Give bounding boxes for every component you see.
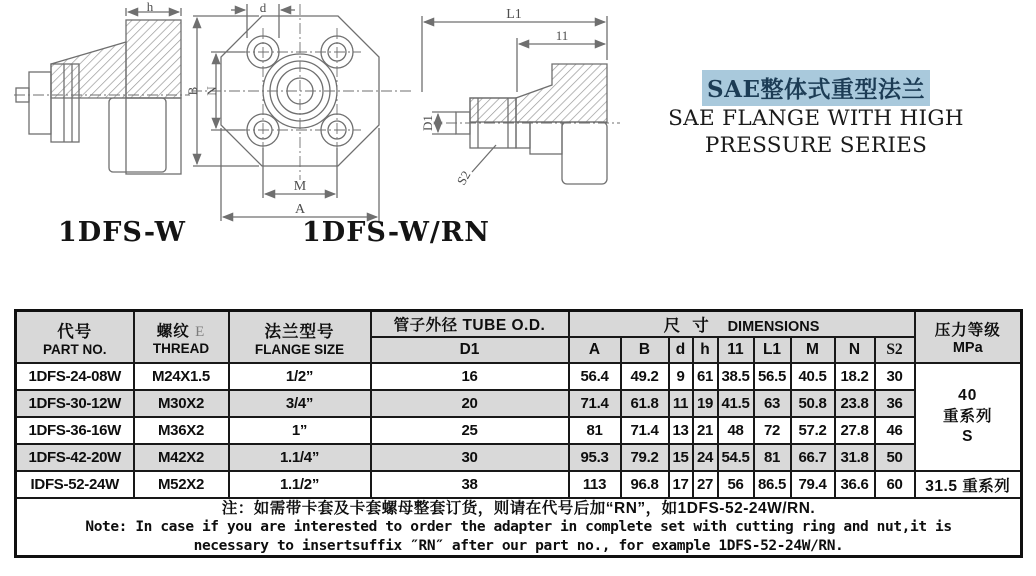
- table-cell: 9: [669, 363, 693, 390]
- col-header-part-no: [16, 311, 134, 364]
- table-cell: M42X2: [134, 444, 229, 471]
- flange-side-view-drawing: [14, 2, 196, 214]
- pressure-rating-last-cell: 31.5 重系列: [915, 471, 1022, 498]
- table-cell: 1DFS-24-08W: [16, 363, 134, 390]
- table-cell: 11: [669, 390, 693, 417]
- col-header-L1: L1: [754, 337, 791, 363]
- table-cell: 36: [875, 390, 915, 417]
- table-cell: 66.7: [791, 444, 835, 471]
- table-cell: 1.1/2”: [229, 471, 371, 498]
- dim-label-d: d: [259, 0, 267, 15]
- table-cell: 1.1/4”: [229, 444, 371, 471]
- dim-label-L1: L1: [506, 7, 522, 22]
- table-row: [16, 417, 1022, 444]
- table-cell: 60: [875, 471, 915, 498]
- col-header-tube-od: 管子外径 TUBE O.D.: [371, 311, 569, 338]
- col-header-A: A: [569, 337, 621, 363]
- table-cell: 17: [669, 471, 693, 498]
- table-cell: 48: [718, 417, 754, 444]
- note-line-english-1: Note: In case if you are interested to order the adapter in complete set with cutting ring and nut,it is: [85, 519, 952, 536]
- table-row: [16, 363, 1022, 390]
- flange-en: FLANGE SIZE: [254, 341, 345, 357]
- table-cell: 71.4: [569, 390, 621, 417]
- table-cell: 56: [718, 471, 754, 498]
- table-cell: 54.5: [718, 444, 754, 471]
- table-cell: 79.2: [621, 444, 669, 471]
- table-cell: 21: [693, 417, 718, 444]
- col-header-N: N: [835, 337, 875, 363]
- page-title-chinese: SAE整体式重型法兰: [702, 70, 930, 106]
- table-cell: 61.8: [621, 390, 669, 417]
- table-cell: 81: [754, 444, 791, 471]
- pressure-rating-merged-cell: 40 重系列 S: [915, 363, 1022, 471]
- table-cell: 1DFS-42-20W: [16, 444, 134, 471]
- drawing-caption-1dfs-w: 1DFS-W: [58, 217, 186, 248]
- table-cell: 1”: [229, 417, 371, 444]
- table-cell: 72: [754, 417, 791, 444]
- adapter-side-view-drawing: [402, 0, 628, 206]
- table-cell: 57.2: [791, 417, 835, 444]
- table-cell: 27: [693, 471, 718, 498]
- dim-label-S2: S2: [453, 168, 474, 188]
- table-cell: 79.4: [791, 471, 835, 498]
- col-header-d1: D1: [371, 337, 569, 363]
- page-title-english-line2: PRESSURE SERIES: [704, 132, 928, 158]
- col-header-11: 11: [718, 337, 754, 363]
- col-header-M: M: [791, 337, 835, 363]
- table-cell: 41.5: [718, 390, 754, 417]
- table-cell: M52X2: [134, 471, 229, 498]
- table-cell: 20: [371, 390, 569, 417]
- table-cell: 30: [875, 363, 915, 390]
- table-cell: 50.8: [791, 390, 835, 417]
- col-header-thread: [134, 311, 229, 364]
- table-cell: 16: [371, 363, 569, 390]
- table-cell: 81: [569, 417, 621, 444]
- dim-label-D1: D1: [420, 115, 435, 131]
- table-cell: 86.5: [754, 471, 791, 498]
- dims-en: DIMENSIONS: [727, 319, 820, 335]
- dim-label-N: N: [204, 86, 219, 96]
- dim-label-B: B: [185, 86, 200, 96]
- table-cell: 19: [693, 390, 718, 417]
- table-cell: 56.4: [569, 363, 621, 390]
- col-header-h: h: [693, 337, 718, 363]
- specification-table: [14, 309, 1023, 558]
- table-cell: M36X2: [134, 417, 229, 444]
- table-cell: 56.5: [754, 363, 791, 390]
- pressure-unit: MPa: [952, 340, 983, 356]
- table-cell: M24X1.5: [134, 363, 229, 390]
- table-row: [16, 390, 1022, 417]
- col-header-B: B: [621, 337, 669, 363]
- table-cell: 71.4: [621, 417, 669, 444]
- pressure-cn: 压力等级: [934, 322, 1001, 339]
- col-header-flange-size: [229, 311, 371, 364]
- dim-label-M: M: [293, 179, 307, 194]
- table-cell: 18.2: [835, 363, 875, 390]
- note-line-chinese: 注：如需带卡套及卡套螺母整套订货，则请在代号后加“RN”，如1DFS-52-24W/RN.: [221, 500, 816, 517]
- table-cell: 50: [875, 444, 915, 471]
- table-cell: 31.8: [835, 444, 875, 471]
- table-cell: 95.3: [569, 444, 621, 471]
- dim-label-A: A: [294, 202, 306, 217]
- table-cell: 25: [371, 417, 569, 444]
- part-no-en: PART NO.: [43, 341, 107, 357]
- dim-label-h: h: [146, 2, 154, 14]
- table-cell: 13: [669, 417, 693, 444]
- table-cell: 27.8: [835, 417, 875, 444]
- dim-label-11: 11: [555, 28, 569, 43]
- col-header-S2: S2: [875, 337, 915, 363]
- table-cell: 49.2: [621, 363, 669, 390]
- flange-front-view-drawing: [183, 0, 417, 226]
- table-cell: 38.5: [718, 363, 754, 390]
- table-cell: 40.5: [791, 363, 835, 390]
- table-cell: 63: [754, 390, 791, 417]
- note-line-english-2: necessary to insertsuffix ″RN″ after our part no., for example 1DFS-52-24W/RN.: [193, 537, 844, 554]
- table-cell: 36.6: [835, 471, 875, 498]
- flange-cn: 法兰型号: [264, 322, 335, 341]
- table-cell: IDFS-52-24W: [16, 471, 134, 498]
- table-cell: 38: [371, 471, 569, 498]
- table-cell: 1/2”: [229, 363, 371, 390]
- table-cell: 3/4”: [229, 390, 371, 417]
- table-cell: 23.8: [835, 390, 875, 417]
- thread-cn: 螺纹 E: [156, 322, 206, 340]
- thread-en: THREAD: [152, 340, 210, 356]
- dims-cn: 尺 寸: [663, 317, 710, 335]
- table-cell: 15: [669, 444, 693, 471]
- title-block: [660, 70, 972, 160]
- col-header-pressure: [915, 311, 1022, 364]
- drawing-caption-1dfs-w-rn: 1DFS-W/RN: [302, 217, 490, 248]
- table-row: [16, 444, 1022, 471]
- table-cell: 1DFS-36-16W: [16, 417, 134, 444]
- table-cell: 96.8: [621, 471, 669, 498]
- thread-e-symbol: E: [195, 323, 206, 340]
- table-cell: 46: [875, 417, 915, 444]
- table-cell: M30X2: [134, 390, 229, 417]
- table-row: [16, 471, 1022, 498]
- col-header-d: d: [669, 337, 693, 363]
- table-cell: 24: [693, 444, 718, 471]
- table-cell: 61: [693, 363, 718, 390]
- page-title-english-line1: SAE FLANGE WITH HIGH: [668, 106, 964, 131]
- table-cell: 30: [371, 444, 569, 471]
- table-cell: 1DFS-30-12W: [16, 390, 134, 417]
- note-block: [16, 498, 1022, 556]
- col-header-dimensions-group: [569, 311, 915, 338]
- part-no-cn: 代号: [57, 322, 93, 341]
- table-cell: 113: [569, 471, 621, 498]
